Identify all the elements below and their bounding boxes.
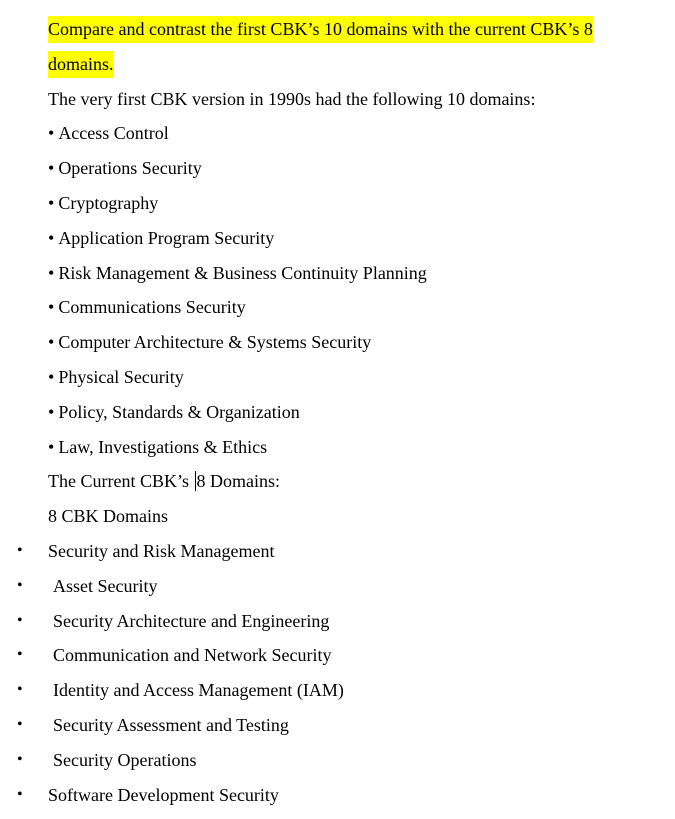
first-cbk-domain-label: Law, Investigations & Ethics bbox=[58, 436, 268, 457]
current-cbk-domain-item bbox=[0, 604, 675, 639]
current-cbk-domain-item bbox=[0, 534, 675, 569]
first-cbk-domain-label: Operations Security bbox=[58, 158, 202, 179]
highlighted-question-text: Compare and contrast the first CBK’s 10 domains with the current CBK’s 8 bbox=[48, 16, 593, 43]
document-body[interactable] bbox=[0, 12, 675, 812]
current-cbk-domain-label: Software Development Security bbox=[48, 784, 279, 805]
current-cbk-domain-item bbox=[0, 673, 675, 708]
first-cbk-domain-label: Communications Security bbox=[58, 297, 246, 318]
bullet-icon: • bbox=[48, 158, 55, 179]
first-cbk-domain-item bbox=[0, 290, 675, 325]
current-cbk-domain-item bbox=[0, 778, 675, 813]
first-cbk-intro: The very first CBK version in 1990s had the following 10 domains: bbox=[48, 88, 536, 109]
bullet-icon: • bbox=[48, 123, 55, 144]
current-cbk-domain-item bbox=[0, 708, 675, 743]
first-cbk-domain-item bbox=[0, 151, 675, 186]
bullet-icon: • bbox=[48, 227, 55, 248]
current-cbk-domain-label: Security Assessment and Testing bbox=[53, 714, 289, 735]
first-cbk-domain-item bbox=[0, 430, 675, 465]
bullet-icon: • bbox=[48, 192, 55, 213]
question-line-1 bbox=[0, 12, 675, 47]
bullet-icon: • bbox=[48, 436, 55, 457]
bullet-icon: • bbox=[17, 646, 23, 664]
current-cbk-domain-label: Security and Risk Management bbox=[48, 540, 275, 561]
current-cbk-heading bbox=[0, 464, 675, 499]
current-cbk-heading-text: The Current CBK’s bbox=[48, 471, 194, 492]
first-cbk-domain-label: Physical Security bbox=[58, 366, 184, 387]
bullet-icon: • bbox=[48, 401, 55, 422]
bullet-icon: • bbox=[17, 611, 23, 629]
first-cbk-domain-item bbox=[0, 221, 675, 256]
first-cbk-domain-item bbox=[0, 116, 675, 151]
question-line-2 bbox=[0, 47, 675, 82]
first-cbk-domain-label: Application Program Security bbox=[58, 227, 275, 248]
bullet-icon: • bbox=[17, 576, 23, 594]
bullet-icon: • bbox=[17, 715, 23, 733]
bullet-icon: • bbox=[17, 750, 23, 768]
current-cbk-domain-item bbox=[0, 569, 675, 604]
bullet-icon: • bbox=[17, 681, 23, 699]
current-cbk-domain-item bbox=[0, 743, 675, 778]
bullet-icon: • bbox=[48, 332, 55, 353]
first-cbk-domain-item bbox=[0, 360, 675, 395]
first-cbk-domain-list bbox=[0, 116, 675, 464]
bullet-icon: • bbox=[48, 297, 55, 318]
first-cbk-domain-item bbox=[0, 186, 675, 221]
bullet-icon: • bbox=[48, 262, 55, 283]
first-cbk-domain-label: Risk Management & Business Continuity Planning bbox=[58, 262, 427, 283]
first-cbk-domain-label: Cryptography bbox=[58, 192, 159, 213]
first-cbk-domain-item bbox=[0, 256, 675, 291]
current-cbk-domain-list bbox=[0, 534, 675, 812]
text-cursor bbox=[195, 471, 196, 491]
first-cbk-domain-item bbox=[0, 325, 675, 360]
bullet-icon: • bbox=[48, 366, 55, 387]
bullet-icon: • bbox=[17, 541, 23, 559]
first-cbk-domain-label: Computer Architecture & Systems Security bbox=[58, 332, 372, 353]
first-cbk-domain-label: Access Control bbox=[58, 123, 169, 144]
bullet-icon: • bbox=[17, 785, 23, 803]
first-cbk-domain-item bbox=[0, 395, 675, 430]
current-cbk-domain-label: Identity and Access Management (IAM) bbox=[53, 680, 344, 701]
highlighted-question-text-end: domains. bbox=[48, 51, 114, 78]
current-cbk-domain-item bbox=[0, 638, 675, 673]
current-cbk-heading-text-end: 8 Domains: bbox=[196, 471, 280, 492]
current-cbk-domain-label: Asset Security bbox=[53, 575, 158, 596]
current-cbk-domain-label: Security Operations bbox=[53, 749, 197, 770]
current-cbk-domain-label: Communication and Network Security bbox=[53, 645, 332, 666]
first-cbk-domain-label: Policy, Standards & Organization bbox=[58, 401, 300, 422]
current-cbk-subheading: 8 CBK Domains bbox=[48, 506, 169, 527]
current-cbk-domain-label: Security Architecture and Engineering bbox=[53, 610, 330, 631]
